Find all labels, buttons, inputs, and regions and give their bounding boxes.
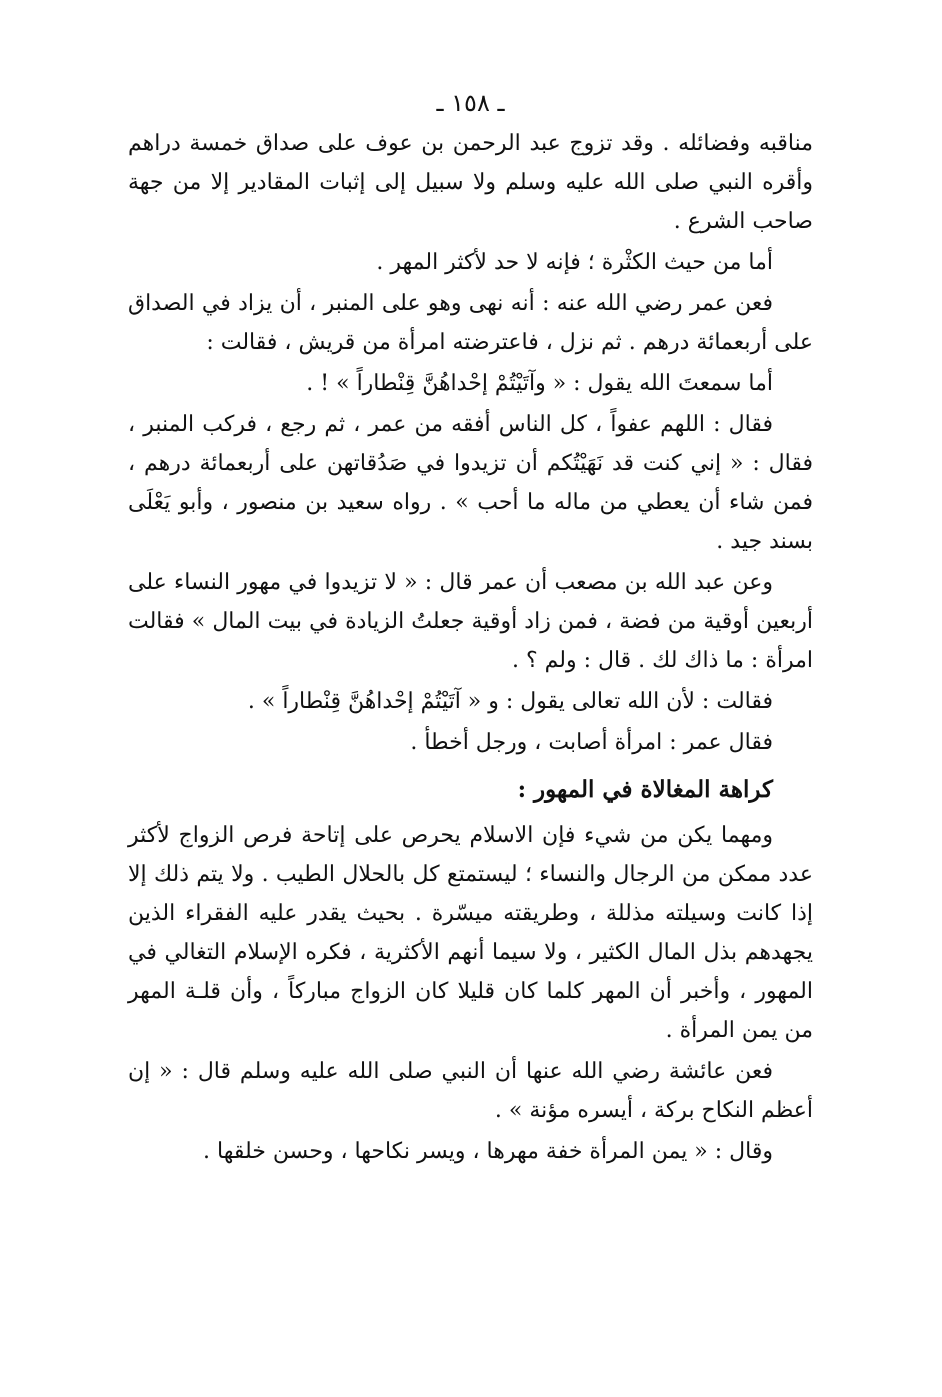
paragraph-11: وقال : « يمن المرأة خفة مهرها ، ويسر نكاحها ، وحسن خلقها . [203, 1139, 773, 1164]
paragraph-1: مناقبه وفضائله . وقد تزوج عبد الرحمن بن عوف على صداق خمسة دراهم وأقره النبي صلى الله عليه وسلم ولا سبيل إلى إثبات المقادير إلا من جهة صاحب الشرع . [128, 131, 813, 234]
paragraph-7: فقالت : لأن الله تعالى يقول : و « آتَيْتُمْ إحْداهُنَّ قِنْطاراً » . [247, 689, 773, 714]
paragraph-9: ومهما يكن من شيء فإن الاسلام يحرص على إتاحة فرص الزواج لأكثر عدد ممكن من الرجال والنساء ؛ ليستمتع كل بالحلال الطيب . ولا يتم ذلك إلا إذا كانت وسيلته مذللة ، وطريقته ميسّرة . بحيث يقدر عليه الفقراء الذين يجهدهم بذل المال الكثير ، ولا سيما أنهم الأكثرية ، فكره الإسلام التغالي في المهور ، وأخبر أن المهر كلما كان قليلا كان الزواج مباركاً ، وأن قلـة المهر من يمن المرأة . [128, 823, 813, 1043]
section-heading: كراهة المغالاة في المهور : [517, 776, 773, 803]
paragraph-3: فعن عمر رضي الله عنه : أنه نهى وهو على المنبر ، أن يزاد في الصداق على أربعمائة درهم . ثم نزل ، فاعترضته امرأة من قريش ، فقالت : [128, 291, 813, 355]
page-number: ـ ١٥٨ ـ [436, 89, 505, 117]
paragraph-5: فقال : اللهم عفواً ، كل الناس أفقه من عمر ، ثم رجع ، فركب المنبر ، فقال : « إني كنت قد نَهَيْتُكم أن تزيدوا في صَدُقاتهن على أربعمائة درهم ، فمن شاء أن يعطي من ماله ما أحب » . رواه سعيد بن منصور ، وأبو يَعْلَى بسند جيد . [128, 412, 813, 554]
paragraph-8: فقال عمر : امرأة أصابت ، ورجل أخطأ . [410, 730, 773, 755]
paragraph-2: أما من حيث الكثْرة ؛ فإنه لا حد لأكثر المهر . [376, 250, 773, 275]
paragraph-4: أما سمعتَ الله يقول : « وآتَيْتُمْ إحْداهُنَّ قِنْطاراً » ! . [306, 371, 773, 396]
paragraph-10: فعن عائشة رضي الله عنها أن النبي صلى الله عليه وسلم قال : « إن أعظم النكاح بركة ، أيسره مؤنة » . [128, 1059, 813, 1123]
paragraph-6: وعن عبد الله بن مصعب أن عمر قال : « لا تزيدوا في مهور النساء على أربعين أوقية من فضة ، فمن زاد أوقية جعلتُ الزيادة في بيت المال » فقالت امرأة : ما ذاك لك . قال : ولم ؟ . [128, 570, 813, 673]
book-page [128, 82, 813, 1171]
